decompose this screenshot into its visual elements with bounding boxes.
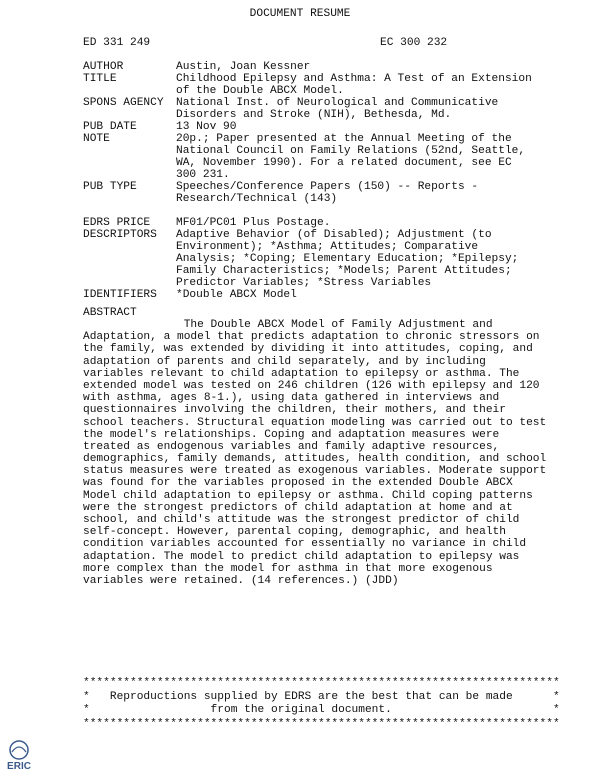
text-line: * Reproductions supplied by EDRS are the best that can be made * — [83, 690, 560, 703]
text-line: *********************************************************************** — [83, 677, 560, 689]
text-line: the family, was extended by dividing it into attitudes, coping, and — [83, 343, 533, 356]
eric-logo — [2, 738, 36, 774]
field-value-line: Childhood Epilepsy and Asthma: A Test of an Extension — [176, 73, 532, 85]
field-label: SPONS AGENCY — [83, 97, 164, 109]
text-line: variables relevant to child adaptation to epilepsy or asthma. The — [83, 367, 520, 380]
text-line: adaptation. The model to predict child adaptation to epilepsy was — [83, 550, 520, 563]
text-line: questionnaires involving the children, their mothers, and their — [83, 404, 506, 417]
field-value — [176, 289, 596, 301]
text-line: condition variables accounted for essentially no variance in child — [83, 538, 527, 551]
field-value-line: WA, November 1990). For a related document, see EC — [176, 157, 512, 169]
text-line: The Double ABCX Model of Family Adjustment and — [83, 319, 493, 331]
field-value — [176, 97, 596, 121]
field-value-line: Speeches/Conference Papers (150) -- Reports - — [176, 181, 479, 193]
field-value-line: *Double ABCX Model — [176, 289, 297, 301]
text-line: Model child adaptation to epilepsy or asthma. Child coping patterns — [83, 489, 533, 502]
field-value-line: Research/Technical (143) — [176, 193, 338, 205]
ed-number: ED 331 249 — [83, 37, 151, 49]
field-label: EDRS PRICE — [83, 217, 151, 229]
text-line: treated as endogenous variables and family adaptive resources, — [83, 440, 500, 453]
field-value-line: Environment); *Asthma; Attitudes; Comparative — [176, 241, 479, 253]
field-value — [176, 133, 596, 181]
field-label: NOTE — [83, 133, 110, 145]
text-line: self-concept. However, parental coping, demographic, and health — [83, 526, 506, 539]
text-line: more complex than the model for asthma in that more exogenous — [83, 562, 493, 575]
field-value — [176, 73, 596, 97]
field-value — [176, 217, 596, 229]
field-value — [176, 229, 596, 289]
text-line: adaptation of parents and child separately, and by including — [83, 355, 486, 368]
field-value-line: Analysis; *Coping; Elementary Education; *Epilepsy; — [176, 253, 519, 265]
text-line: variables were retained. (14 references.) (JDD) — [83, 574, 399, 587]
svg-text:ERIC: ERIC — [7, 761, 31, 772]
text-line: *********************************************************************** — [83, 717, 560, 730]
text-line: Adaptation, a model that predicts adaptation to chronic stressors on — [83, 331, 540, 344]
document-title: DOCUMENT RESUME — [249, 8, 351, 20]
field-label: AUTHOR — [83, 61, 124, 73]
field-value-line: Austin, Joan Kessner — [176, 61, 311, 73]
field-value-line: MF01/PC01 Plus Postage. — [176, 217, 331, 229]
text-line: with asthma, ages 8-1.), using data gathered in interviews and — [83, 392, 500, 405]
field-label: TITLE — [83, 73, 117, 85]
text-line: extended model was tested on 246 children (126 with epilepsy and 120 — [83, 379, 540, 392]
field-value-line: Family Characteristics; *Models; Parent Attitudes; — [176, 265, 512, 277]
field-label: DESCRIPTORS — [83, 229, 157, 241]
field-label: PUB DATE — [83, 121, 137, 133]
field-label: IDENTIFIERS — [83, 289, 157, 301]
text-line: school teachers. Structural equation modeling was carried out to test — [83, 416, 547, 429]
text-line: was found for the variables proposed in the extended Double ABCX — [83, 477, 513, 490]
field-value — [176, 61, 596, 73]
field-value-line: 300 231. — [176, 169, 230, 181]
text-line: status measures were treated as exogenous variables. Moderate support — [83, 465, 547, 478]
text-line: * from the original document. * — [83, 704, 560, 716]
field-value-line: Disorders and Stroke (NIH), Bethesda, Md. — [176, 109, 452, 121]
reproduction-notice — [83, 677, 560, 731]
text-line: school, and child's attitude was the strongest predictor of child — [83, 514, 520, 526]
field-value-line: Adaptive Behavior (of Disabled); Adjustment (to — [176, 229, 492, 241]
field-value-line: 13 Nov 90 — [176, 121, 237, 133]
field-value-line: National Council on Family Relations (52nd, Seattle, — [176, 145, 526, 157]
text-line: the model's relationships. Coping and adaptation measures were — [83, 428, 500, 441]
text-line: were the strongest predictors of child adaptation at home and at — [83, 501, 513, 514]
field-value — [176, 121, 596, 133]
field-value — [176, 181, 596, 205]
field-value-line: of the Double ABCX Model. — [176, 85, 344, 97]
field-value-line: National Inst. of Neurological and Communicative — [176, 97, 499, 109]
abstract-heading: ABSTRACT — [83, 307, 137, 319]
field-label: PUB TYPE — [83, 181, 137, 193]
field-value-line: 20p.; Paper presented at the Annual Meeting of the — [176, 133, 512, 145]
ec-number: EC 300 232 — [380, 37, 448, 49]
field-value-line: Predictor Variables; *Stress Variables — [176, 277, 432, 289]
abstract-body — [83, 319, 546, 587]
text-line: demographics, family demands, attitudes, health condition, and school — [83, 453, 547, 466]
